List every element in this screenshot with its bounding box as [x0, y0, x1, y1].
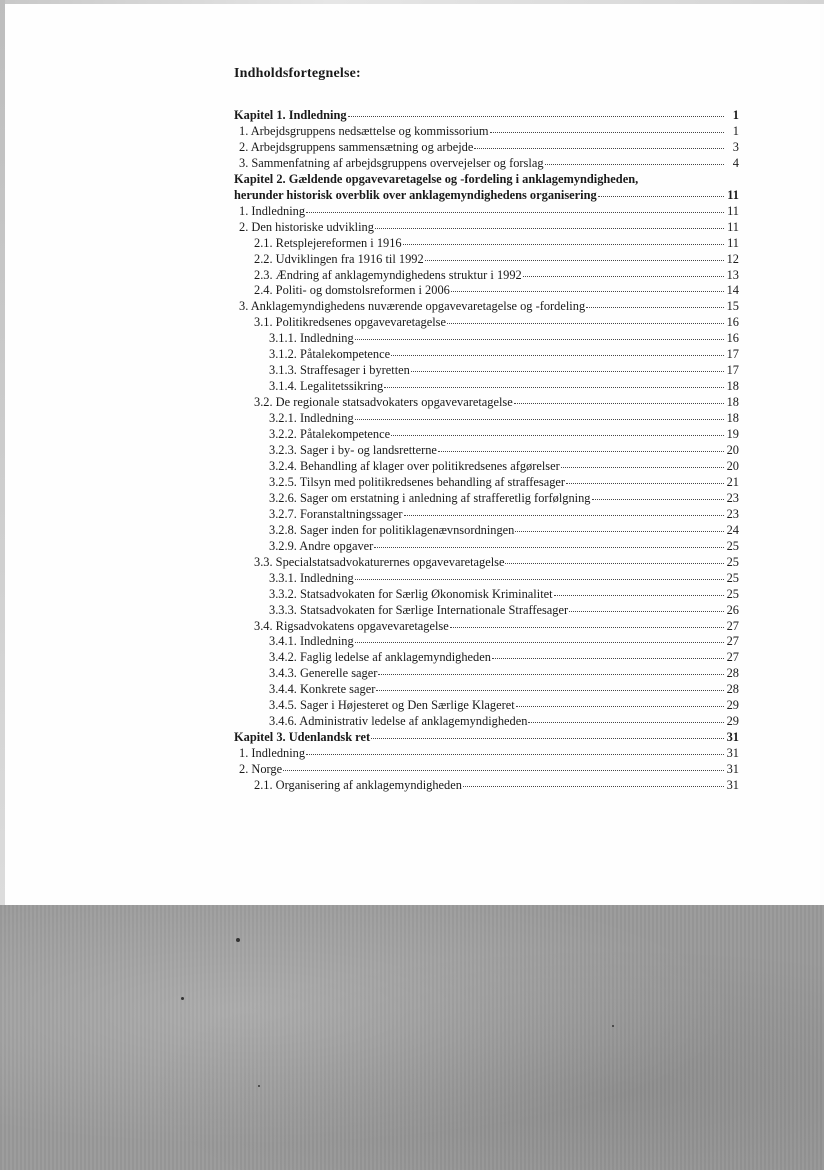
toc-entry: [234, 220, 739, 236]
toc-entry-page: 23: [726, 490, 739, 505]
toc-entry: [234, 778, 739, 794]
toc-entry: [234, 634, 739, 650]
dot-leader: [403, 244, 724, 245]
toc-entry: [234, 172, 739, 204]
toc-entry: [234, 331, 739, 347]
toc-entry-label: 3.4. Rigsadvokatens opgavevaretagelse: [254, 618, 449, 633]
dot-leader: [425, 260, 724, 261]
toc-entry-page: 23: [726, 506, 739, 521]
toc-entry-page: 1: [732, 108, 739, 122]
toc-entry-page: 17: [726, 347, 739, 362]
toc-entry-label: 1. Indledning: [239, 746, 306, 761]
toc-entry-page: 20: [726, 458, 739, 473]
toc-entry-page: 18: [726, 379, 739, 394]
dot-leader: [306, 754, 724, 755]
toc-entry-label: 3.1.4. Legalitetssikring: [269, 379, 384, 394]
scan-speck: [612, 1025, 614, 1027]
toc-entry: [234, 587, 739, 603]
toc-entry-label: 3.4.6. Administrativ ledelse af anklagemyndigheden: [269, 714, 528, 729]
toc-entry-page: 15: [726, 299, 739, 314]
toc-entry: [234, 395, 739, 411]
table-of-contents: [234, 108, 739, 794]
dot-leader: [586, 307, 724, 308]
toc-entry: [234, 650, 739, 666]
dot-leader: [566, 483, 724, 484]
toc-entry-label: 3.1. Politikredsenes opgavevaretagelse: [254, 315, 446, 330]
dot-leader: [376, 690, 724, 691]
toc-entry: [234, 714, 739, 730]
toc-entry-page: 31: [726, 730, 739, 745]
dot-leader: [505, 563, 724, 564]
toc-entry: [234, 730, 739, 746]
toc-entry-page: 27: [726, 618, 739, 633]
toc-entry-label: 3.2.5. Tilsyn med politikredsenes behandling af straffesager: [269, 474, 566, 489]
toc-entry-page: 31: [726, 778, 739, 793]
toc-entry-page: 12: [726, 251, 739, 266]
toc-entry: [234, 539, 739, 555]
toc-entry-label: 2.1. Retsplejereformen i 1916: [254, 235, 402, 250]
dot-leader: [598, 196, 724, 197]
toc-entry: [234, 108, 739, 124]
scan-speck: [181, 997, 184, 1000]
dot-leader: [450, 627, 724, 628]
dot-leader: [490, 132, 724, 133]
toc-entry-page: 4: [732, 155, 739, 170]
toc-entry-label: 1. Indledning: [239, 203, 306, 218]
toc-entry: [234, 236, 739, 252]
toc-entry-label: 3.2.7. Foranstaltningssager: [269, 506, 403, 521]
toc-entry: [234, 491, 739, 507]
toc-entry: [234, 682, 739, 698]
toc-entry: [234, 124, 739, 140]
toc-entry-page: 20: [726, 443, 739, 458]
toc-entry-label: 3.2.4. Behandling af klager over politikredsenes afgørelser: [269, 458, 560, 473]
toc-entry: [234, 315, 739, 331]
toc-entry-page: 26: [726, 602, 739, 617]
toc-entry: [234, 427, 739, 443]
toc-entry-page: 21: [726, 474, 739, 489]
toc-entry-page: 27: [726, 650, 739, 665]
dot-leader: [391, 355, 724, 356]
toc-entry-label: 2.2. Udviklingen fra 1916 til 1992: [254, 251, 424, 266]
toc-entry: [234, 140, 739, 156]
toc-entry: [234, 268, 739, 284]
toc-entry-label: 3.3.2. Statsadvokaten for Særlig Økonomisk Kriminalitet: [269, 586, 553, 601]
toc-entry-page: 25: [726, 570, 739, 585]
toc-entry-label: 3.2.6. Sager om erstatning i anledning af strafferetlig forfølgning: [269, 490, 591, 505]
toc-entry-label: 3.4.3. Generelle sager: [269, 666, 378, 681]
toc-entry-page: 11: [727, 219, 739, 234]
dot-leader: [569, 611, 724, 612]
dot-leader: [516, 706, 724, 707]
toc-entry-label: 3.1.1. Indledning: [269, 331, 354, 346]
toc-entry-page: 14: [726, 283, 739, 298]
toc-entry-page: 16: [726, 315, 739, 330]
dot-leader: [306, 212, 724, 213]
toc-entry-label: 3.2.2. Påtalekompetence: [269, 427, 391, 442]
toc-entry-page: 24: [726, 522, 739, 537]
toc-entry: [234, 347, 739, 363]
dot-leader: [492, 658, 724, 659]
toc-entry: [234, 571, 739, 587]
dot-leader: [514, 403, 724, 404]
toc-entry-page: 31: [726, 746, 739, 761]
toc-entry: [234, 666, 739, 682]
dot-leader: [348, 116, 724, 117]
toc-entry-label: 3.4.1. Indledning: [269, 634, 354, 649]
toc-entry-page: 29: [726, 698, 739, 713]
toc-entry: [234, 299, 739, 315]
dot-leader: [355, 339, 724, 340]
toc-entry-label: 3.2. De regionale statsadvokaters opgavevaretagelse: [254, 395, 513, 410]
scan-speck: [258, 1085, 260, 1087]
dot-leader: [371, 738, 724, 739]
toc-entry-label: 3.4.4. Konkrete sager: [269, 682, 376, 697]
toc-entry-label: Kapitel 1. Indledning: [234, 108, 347, 122]
dot-leader: [447, 323, 724, 324]
toc-entry: [234, 363, 739, 379]
dot-leader: [592, 499, 725, 500]
toc-entry-page: 1: [732, 123, 739, 138]
toc-entry-page: 28: [726, 682, 739, 697]
toc-entry: [234, 698, 739, 714]
dot-leader: [384, 387, 724, 388]
dot-leader: [411, 371, 724, 372]
dot-leader: [515, 531, 724, 532]
toc-entry-page: 3: [732, 139, 739, 154]
dot-leader: [355, 419, 724, 420]
dot-leader: [463, 786, 724, 787]
toc-entry: [234, 411, 739, 427]
toc-entry-page: 11: [727, 203, 739, 218]
dot-leader: [523, 276, 724, 277]
toc-entry-label: Kapitel 3. Udenlandsk ret: [234, 730, 371, 745]
toc-entry-label: 3. Sammenfatning af arbejdsgruppens overvejelser og forslag: [239, 155, 544, 170]
toc-entry-label: 2.4. Politi- og domstolsreformen i 2006: [254, 283, 450, 298]
toc-entry-label: 3.2.3. Sager i by- og landsretterne: [269, 443, 437, 458]
toc-entry-label: 3.3.3. Statsadvokaten for Særlige Internationale Straffesager: [269, 602, 569, 617]
toc-entry-label: 1. Arbejdsgruppens nedsættelse og kommissorium: [239, 123, 489, 138]
toc-entry: [234, 475, 739, 491]
toc-entry-label: 3.1.3. Straffesager i byretten: [269, 363, 410, 378]
toc-entry: [234, 603, 739, 619]
dot-leader: [438, 451, 724, 452]
toc-entry-label: 2. Norge: [239, 762, 283, 777]
dot-leader: [374, 547, 724, 548]
toc-entry-label: 3.4.2. Faglig ledelse af anklagemyndigheden: [269, 650, 491, 665]
toc-entry-page: 11: [727, 235, 739, 250]
dot-leader: [561, 467, 724, 468]
toc-entry: [234, 619, 739, 635]
toc-entry-label: herunder historisk overblik over anklagemyndighedens organisering: [234, 187, 597, 202]
toc-entry: [234, 204, 739, 220]
toc-entry-label: 3. Anklagemyndighedens nuværende opgavevaretagelse og -fordeling: [239, 299, 586, 314]
toc-entry: [234, 523, 739, 539]
toc-entry-label: 3.4.5. Sager i Højesteret og Den Særlige Klageret: [269, 698, 515, 713]
dot-leader: [378, 674, 724, 675]
toc-entry: [234, 507, 739, 523]
toc-entry-label: 2. Den historiske udvikling: [239, 219, 374, 234]
toc-entry-label: 3.2.9. Andre opgaver: [269, 538, 374, 553]
toc-entry: [234, 459, 739, 475]
toc-entry-label: 3.3.1. Indledning: [269, 570, 354, 585]
dot-leader: [355, 579, 724, 580]
toc-entry-label: 3.1.2. Påtalekompetence: [269, 347, 391, 362]
toc-entry-label-line1: Kapitel 2. Gældende opgavevaretagelse og -fordeling i anklagemyndigheden,: [234, 171, 639, 186]
toc-entry-page: 25: [726, 586, 739, 601]
dot-leader: [375, 228, 724, 229]
toc-entry-page: 29: [726, 714, 739, 729]
toc-entry-label: 3.2.1. Indledning: [269, 411, 354, 426]
toc-entry-page: 27: [726, 634, 739, 649]
toc-entry-label: 3.3. Specialstatsadvokaturernes opgavevaretagelse: [254, 554, 505, 569]
toc-entry: [234, 762, 739, 778]
scan-speck: [236, 938, 240, 942]
toc-entry: [234, 283, 739, 299]
scanner-background: [0, 905, 824, 1170]
toc-entry-page: 11: [727, 187, 739, 202]
toc-entry-page: 25: [726, 538, 739, 553]
toc-entry-page: 18: [726, 395, 739, 410]
toc-entry: [234, 379, 739, 395]
toc-entry-page: 25: [726, 554, 739, 569]
toc-entry-page: 31: [726, 762, 739, 777]
toc-entry-page: 13: [726, 267, 739, 282]
dot-leader: [404, 515, 724, 516]
dot-leader: [528, 722, 724, 723]
toc-entry-label: 2. Arbejdsgruppens sammensætning og arbejde: [239, 139, 474, 154]
dot-leader: [391, 435, 724, 436]
toc-entry: [234, 746, 739, 762]
toc-entry: [234, 443, 739, 459]
dot-leader: [451, 291, 724, 292]
toc-entry-page: 18: [726, 411, 739, 426]
toc-entry: [234, 156, 739, 172]
toc-entry-page: 19: [726, 427, 739, 442]
dot-leader: [554, 595, 724, 596]
toc-entry-page: 28: [726, 666, 739, 681]
dot-leader: [355, 642, 724, 643]
toc-entry-label: 2.3. Ændring af anklagemyndighedens struktur i 1992: [254, 267, 522, 282]
toc-entry-page: 16: [726, 331, 739, 346]
page-title: Indholdsfortegnelse:: [234, 66, 361, 81]
toc-entry-page: 17: [726, 363, 739, 378]
dot-leader: [474, 148, 724, 149]
toc-entry: [234, 252, 739, 268]
toc-entry-label: 2.1. Organisering af anklagemyndigheden: [254, 778, 462, 793]
toc-entry-label: 3.2.8. Sager inden for politiklagenævnsordningen: [269, 522, 515, 537]
toc-entry: [234, 555, 739, 571]
dot-leader: [545, 164, 724, 165]
dot-leader: [283, 770, 724, 771]
